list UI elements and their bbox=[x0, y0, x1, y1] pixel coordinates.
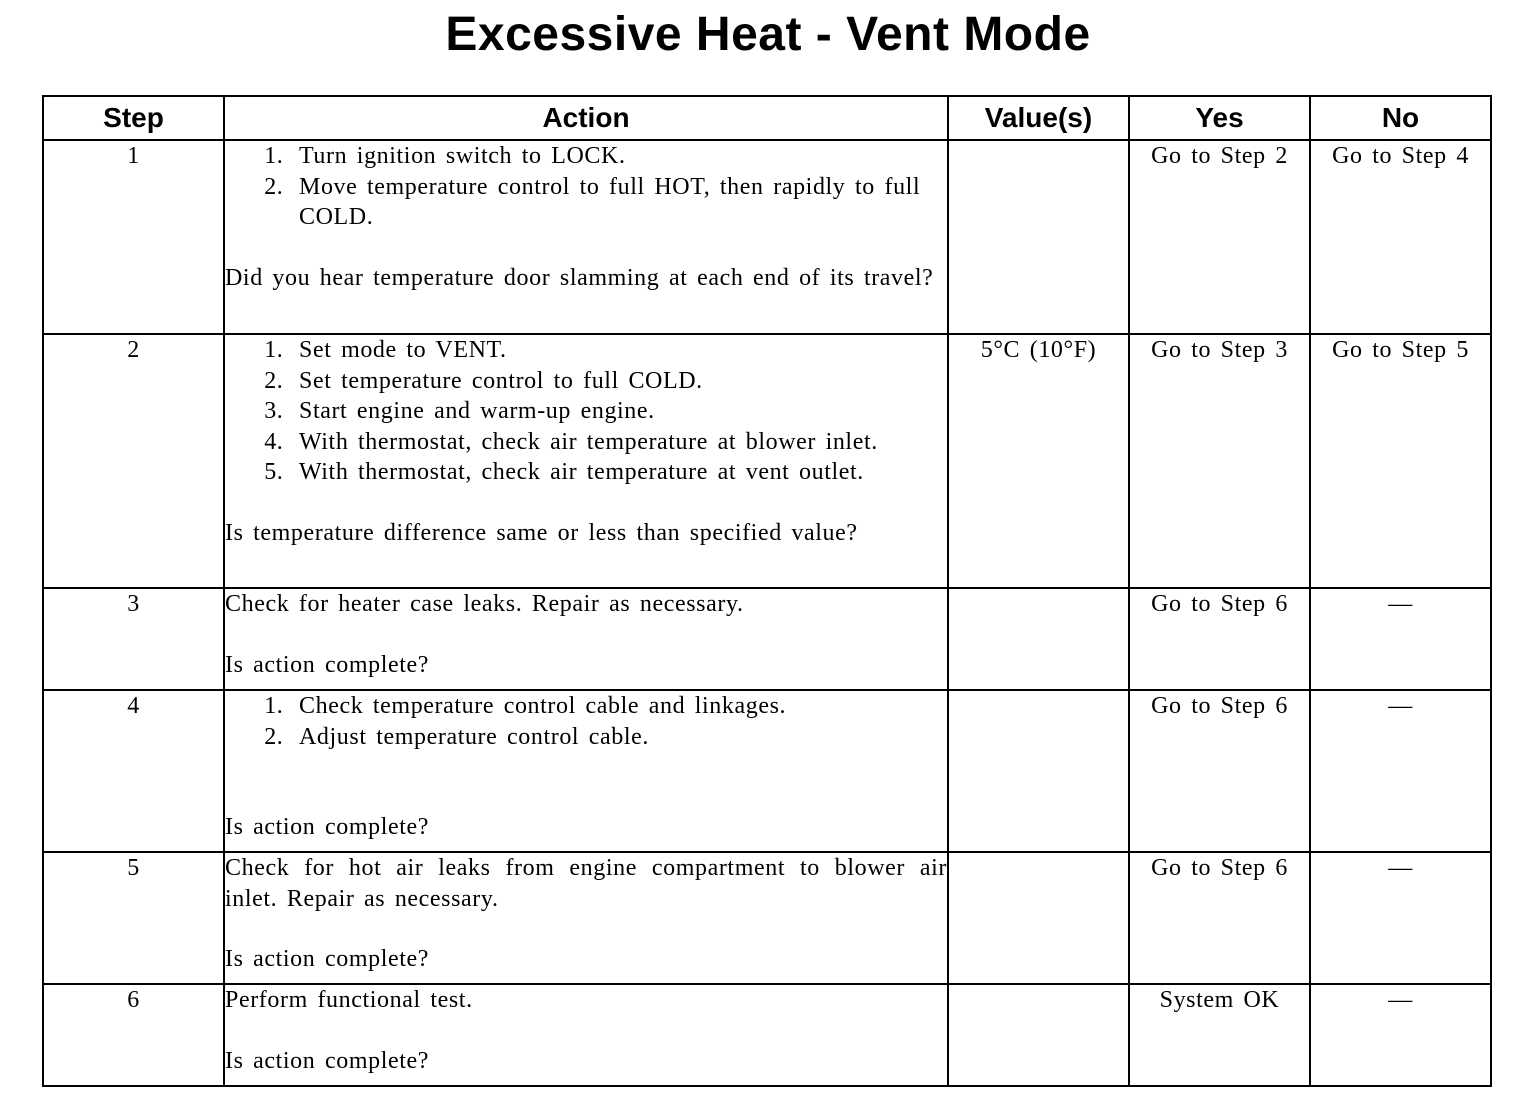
yes-cell: Go to Step 3 bbox=[1129, 334, 1310, 588]
value-cell: 5°C (10°F) bbox=[948, 334, 1129, 588]
step-number: 2 bbox=[43, 334, 224, 588]
table-row bbox=[43, 984, 1491, 1086]
action-text: Check for heater case leaks. Repair as necessary. bbox=[225, 591, 744, 617]
action-question: Did you hear temperature door slamming at each end of its travel? bbox=[225, 264, 934, 291]
action-item: 1. Turn ignition switch to LOCK. bbox=[293, 141, 947, 172]
action-question: Is action complete? bbox=[225, 946, 429, 972]
no-cell: — bbox=[1310, 588, 1491, 690]
diagnostic-table bbox=[42, 95, 1492, 1087]
yes-cell: Go to Step 6 bbox=[1129, 852, 1310, 984]
step-number: 5 bbox=[43, 852, 224, 984]
table-row bbox=[43, 852, 1491, 984]
header-values: Value(s) bbox=[948, 96, 1129, 140]
action-item: 4. With thermostat, check air temperature at blower inlet. bbox=[293, 427, 947, 458]
action-text: Check for hot air leaks from engine compartment to blower air inlet. Repair as necessary. bbox=[225, 855, 947, 912]
action-item: 2. Move temperature control to full HOT, then rapidly to full COLD. bbox=[293, 172, 947, 233]
table-row bbox=[43, 140, 1491, 334]
action-list bbox=[225, 335, 947, 488]
action-cell bbox=[224, 140, 948, 334]
value-cell bbox=[948, 140, 1129, 334]
value-cell bbox=[948, 852, 1129, 984]
step-number: 4 bbox=[43, 690, 224, 852]
action-item: 5. With thermostat, check air temperature at vent outlet. bbox=[293, 457, 947, 488]
no-cell: Go to Step 4 bbox=[1310, 140, 1491, 334]
yes-cell: Go to Step 6 bbox=[1129, 690, 1310, 852]
action-list bbox=[225, 141, 947, 233]
action-question: Is action complete? bbox=[225, 814, 429, 840]
step-number: 6 bbox=[43, 984, 224, 1086]
action-item: 2. Adjust temperature control cable. bbox=[293, 722, 947, 753]
action-cell bbox=[224, 984, 948, 1086]
header-yes: Yes bbox=[1129, 96, 1310, 140]
action-item: 2. Set temperature control to full COLD. bbox=[293, 366, 947, 397]
action-item: 1. Check temperature control cable and linkages. bbox=[293, 691, 947, 722]
no-cell: — bbox=[1310, 984, 1491, 1086]
header-row bbox=[43, 96, 1491, 140]
action-item: 3. Start engine and warm-up engine. bbox=[293, 396, 947, 427]
action-text: Perform functional test. bbox=[225, 987, 473, 1013]
table-row bbox=[43, 690, 1491, 852]
value-cell bbox=[948, 984, 1129, 1086]
header-no: No bbox=[1310, 96, 1491, 140]
value-cell bbox=[948, 690, 1129, 852]
action-cell bbox=[224, 588, 948, 690]
header-step: Step bbox=[43, 96, 224, 140]
action-question: Is temperature difference same or less than specified value? bbox=[225, 519, 858, 546]
step-number: 1 bbox=[43, 140, 224, 334]
table-row bbox=[43, 588, 1491, 690]
page-title: Excessive Heat - Vent Mode bbox=[445, 8, 1091, 61]
yes-cell: Go to Step 2 bbox=[1129, 140, 1310, 334]
no-cell: — bbox=[1310, 690, 1491, 852]
action-question: Is action complete? bbox=[225, 1047, 429, 1074]
action-list bbox=[225, 691, 947, 752]
yes-cell: System OK bbox=[1129, 984, 1310, 1086]
action-cell bbox=[224, 852, 948, 984]
action-question: Is action complete? bbox=[225, 651, 429, 678]
no-cell: Go to Step 5 bbox=[1310, 334, 1491, 588]
header-action: Action bbox=[224, 96, 948, 140]
no-cell: — bbox=[1310, 852, 1491, 984]
action-item: 1. Set mode to VENT. bbox=[293, 335, 947, 366]
action-cell bbox=[224, 690, 948, 852]
value-cell bbox=[948, 588, 1129, 690]
step-number: 3 bbox=[43, 588, 224, 690]
yes-cell: Go to Step 6 bbox=[1129, 588, 1310, 690]
action-cell bbox=[224, 334, 948, 588]
table-row bbox=[43, 334, 1491, 588]
